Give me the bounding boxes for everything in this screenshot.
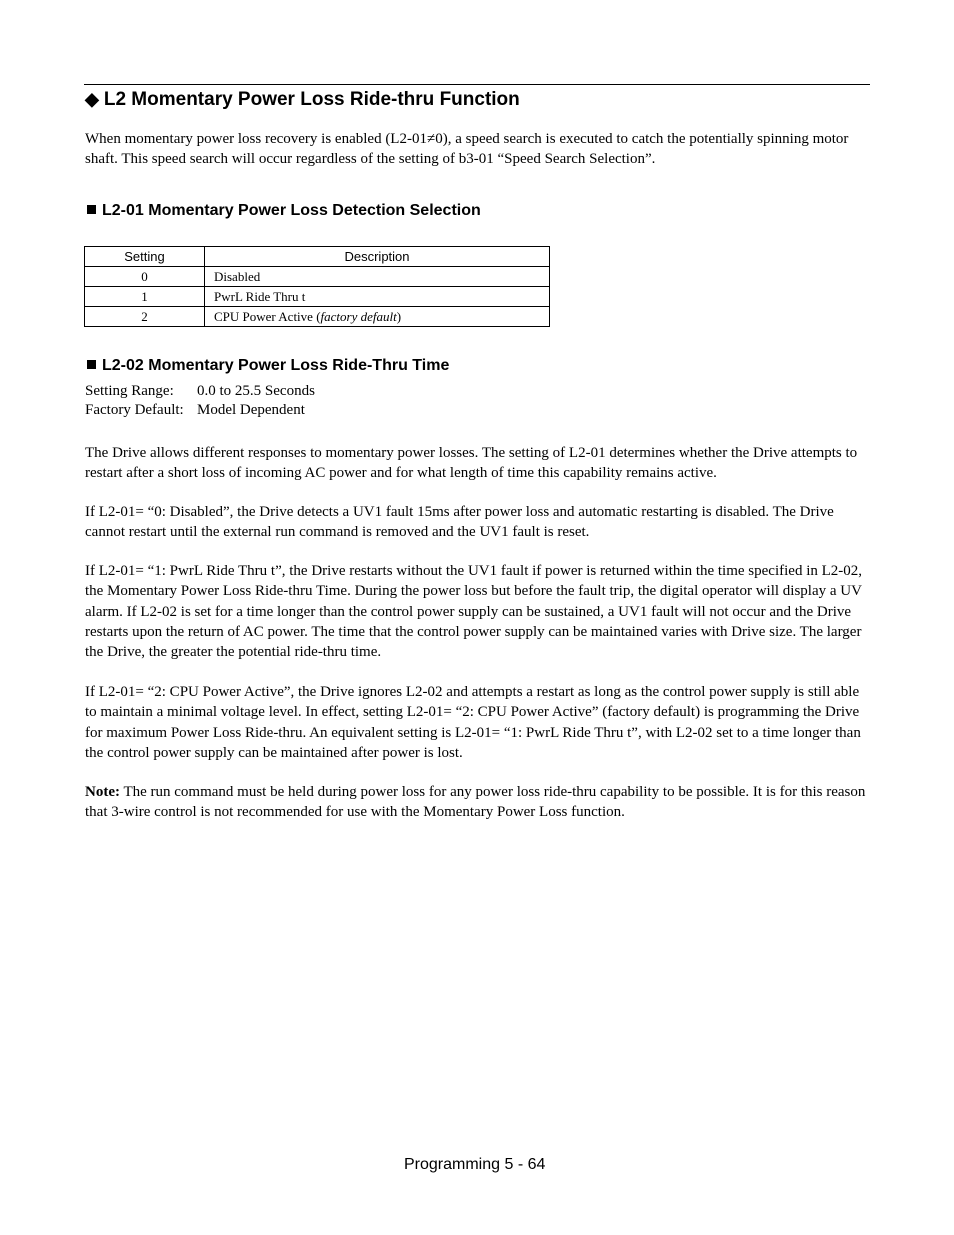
table-row [85,267,550,287]
l2-02-heading [87,357,449,375]
note-text: The run command must be held during power loss for any power loss ride-thru capability to be possible. It is for this reason that 3-wire control is not recommended for use with the Momentary Power Loss function. [85,784,866,821]
setting-range-value: 0.0 to 25.5 Seconds [197,383,315,399]
description-cell: Disabled [205,267,550,287]
description-cell: PwrL Ride Thru t [205,287,550,307]
setting-range-label: Setting Range: [85,383,174,399]
factory-default-note: factory default [320,308,397,324]
table-row [85,307,550,327]
factory-default-label: Factory Default: [85,402,184,418]
description-cell [205,307,550,327]
page-footer: Programming 5 - 64 [404,1156,546,1173]
body-paragraph: If L2-01= “0: Disabled”, the Drive detects a UV1 fault 15ms after power loss and automatic restarting is disabled. The Drive cannot restart until the external run command is removed and the UV1 fault is reset. [85,504,834,541]
square-bullet-icon [87,360,96,369]
body-paragraph: If L2-01= “2: CPU Power Active”, the Drive ignores L2-02 and attempts a restart as long as the control power supply is still able to maintain a minimal voltage level. In effect, setting L2-01= “2: CPU Power Active” (factory default) is programming the Drive for maximum Power Loss Ride-thru. An equivalent setting is L2-01= “1: PwrL Ride Thru t”, with L2-02 set to a time longer than the control power supply can be maintained after power is lost. [85,684,861,761]
factory-default-value: Model Dependent [197,402,305,418]
intro-paragraph: When momentary power loss recovery is enabled (L2-01≠0), a speed search is executed to catch the potentially spinning motor shaft. This speed search will occur regardless of the setting of b3-01 “Speed Search Selection”. [85,131,849,168]
body-paragraph: If L2-01= “1: PwrL Ride Thru t”, the Drive restarts without the UV1 fault if power is returned within the time specified in L2-02, the Momentary Power Loss Ride-thru Time. During the power loss but before the fault trip, the digital operator will display a UV alarm. If L2-02 is set for a time longer than the control power supply can be sustained, a UV1 fault will not occur and the Drive restarts upon the return of AC power. The time that the control power supply can be maintained varies with Drive size. The larger the Drive, the greater the potential ride-thru time. [85,563,863,661]
setting-cell: 1 [85,287,205,307]
setting-cell: 0 [85,267,205,287]
table-header-row [85,247,550,267]
column-header-setting: Setting [85,247,205,267]
l2-01-settings-table [84,246,550,327]
top-rule [84,84,870,85]
note-label: Note: [85,784,120,800]
square-bullet-icon [87,205,96,214]
description-close: ) [396,308,402,324]
l2-01-heading [87,202,481,220]
section-title: L2 Momentary Power Loss Ride-thru Function [103,89,520,110]
body-paragraph: The Drive allows different responses to momentary power losses. The setting of L2-01 determines whether the Drive attempts to restart after a short loss of incoming AC power and for what length of time this capability remains active. [85,445,858,482]
table-row [85,287,550,307]
section-heading [85,89,520,111]
description-text: CPU Power Active ( [214,308,321,324]
diamond-bullet-icon: ◆ [85,89,99,109]
l2-01-heading-text: L2-01 Momentary Power Loss Detection Selection [102,202,481,219]
factory-default-line [85,402,305,419]
setting-cell: 2 [85,307,205,327]
column-header-description: Description [205,247,550,267]
l2-02-heading-text: L2-02 Momentary Power Loss Ride-Thru Time [102,357,450,374]
note-paragraph [85,782,871,823]
setting-range-line [85,383,315,400]
